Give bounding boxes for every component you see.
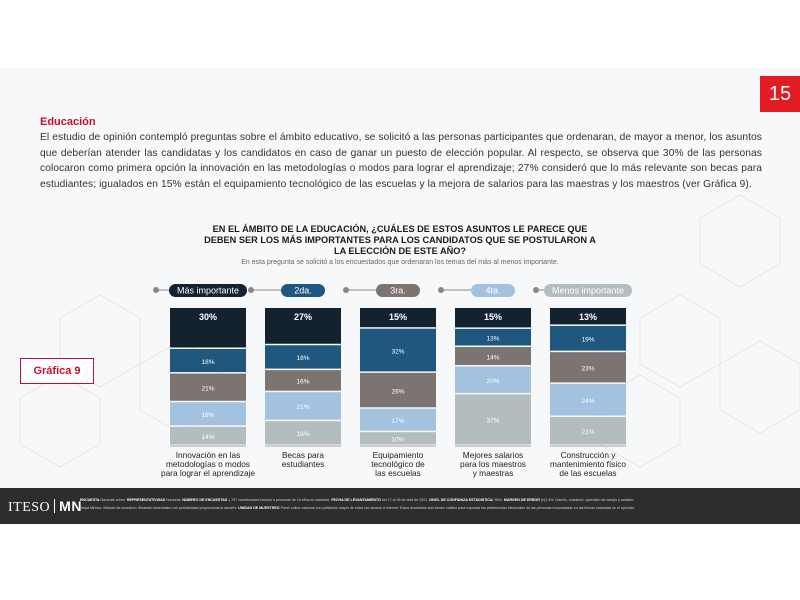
category-label: Equipamiento [372,450,424,460]
legend-dot [533,287,539,293]
data-label: 18% [201,358,215,366]
data-label: 18% [296,355,310,363]
category-label: de las escuelas [559,468,617,478]
category-label: Innovación en las [175,450,241,460]
footer-line1-item: Diseño, muestreo, operativo de campo y análisis: [555,498,634,502]
data-label: 24% [581,397,595,405]
iteso-mn-logo [8,498,82,516]
data-label: 21% [296,404,310,412]
data-label: 21% [201,385,215,393]
chart-subtitle: En esta pregunta se solicitó a los encuestados que ordenaran los temas del más al menos importante. [241,259,559,266]
data-label: 26% [391,388,405,396]
category-label: Becas para [282,450,324,460]
body-paragraph: El estudio de opinión contempló preguntas sobre el ámbito educativo, se solicitó a las personas participantes que ordenaran, de mayor a menor, los asuntos que deberían atender las candidatas y los candidatos en caso de ganar un puesto de elección popular. Al respecto, se observa que 30% de las personas colocaron como primera opción la innovación en las metodologías o modos para lograr el aprendizaje; 27% consideró que lo más relevante son becas para estudiantes; igualados en 15% están el equipamiento tecnológico de las escuelas y la mejora de salarios para las maestras y los maestros (ver Gráfica 9). [40,132,762,190]
category-label: las escuelas [375,468,421,478]
legend-label: Menos importante [551,285,625,296]
data-label: 15% [388,312,408,322]
page-number-badge: 15 [760,76,800,112]
data-label: 13% [578,312,598,322]
footer-methodology-line2 [80,506,794,511]
category-label: Mejores salarios [462,450,524,460]
category-label: Construcción y [560,450,616,460]
logo-iteso: ITESO [8,500,51,515]
footer-line1-item: ENCUESTA Nacional online. [80,498,127,502]
footer-line2-item: Estos resultados sólo tienen validez para expresar las preferencias electorales de las personas encuestadas en las fechas indicadas en el ejercicio. [400,506,636,510]
legend-label: 4ta. [485,285,501,296]
data-label: 19% [581,336,595,344]
data-label: 30% [198,312,218,322]
chart-label-badge: Gráfica 9 [20,358,94,384]
data-label: 10% [391,436,405,444]
footer-methodology-line1 [80,498,794,503]
data-label: 37% [486,417,500,425]
logo-mn: MN [59,498,82,514]
chart-title: EN EL ÁMBITO DE LA EDUCACIÓN, ¿CUÁLES DE ESTOS ASUNTOS LE PARECE QUE DEBEN SER LOS MÁS IMPORTANTES PARA LOS CANDIDATOS QUE SE POSTULARON A LA ELECCIÓN DE ESTE AÑO? [204,224,596,256]
legend-dot [438,287,444,293]
footer-line2-item: Mapa México. Método de muestreo: Aleatorio sistemático con probabilidad proporcional al tamaño. [80,506,239,510]
data-label: 16% [296,378,310,386]
data-label: 14% [201,433,215,441]
data-label: 32% [391,348,405,356]
data-label: 23% [581,365,595,373]
data-label: 17% [391,417,405,425]
category-label: metodologías o modos [166,459,250,469]
data-label: 20% [486,377,500,385]
footer-line1-item: NIVEL DE CONFIANZA ESTADÍSTICA: 95%. [429,498,504,502]
category-label: tecnológico de [371,459,425,469]
footer-bar [0,488,800,524]
legend-label: Más importante [176,285,240,296]
data-label: 21% [581,429,595,437]
footer-line2-item: UNIDAD DE MUESTREO Panel online nacional con población mayor de edad con acceso a internet. [238,506,401,510]
data-label: 13% [486,335,500,343]
data-label: 18% [296,431,310,439]
category-label: y maestras [472,468,514,478]
data-label: 27% [293,312,313,322]
legend-dot [248,287,254,293]
legend-label: 3ra. [390,285,406,296]
footer-line1-item: MARGEN DE ERROR (±)2.4%. [503,498,556,502]
footer-line1-item: FECHA DE LEVANTAMIENTO del 17 al 28 de abril de 2021. [331,498,430,502]
legend-dot [343,287,349,293]
footer-line1-item: NÚMERO DE ENCUESTAS 1,797 cuestionarios hechos a personas de 18 años en adelante. [182,498,332,502]
legend-label: 2da. [294,285,312,296]
category-label: estudiantes [281,459,325,469]
legend-dot [153,287,159,293]
data-label: 18% [201,412,215,420]
data-label: 15% [483,312,503,322]
category-label: mantenimiento físico [549,459,627,469]
footer-line1-item: REPRESENTATIVIDAD Nacional. [126,498,183,502]
category-label: para los maestros [460,459,526,469]
section-title: Educación [40,116,96,128]
category-label: para lograr el aprendizaje [160,468,256,478]
data-label: 14% [486,354,500,362]
